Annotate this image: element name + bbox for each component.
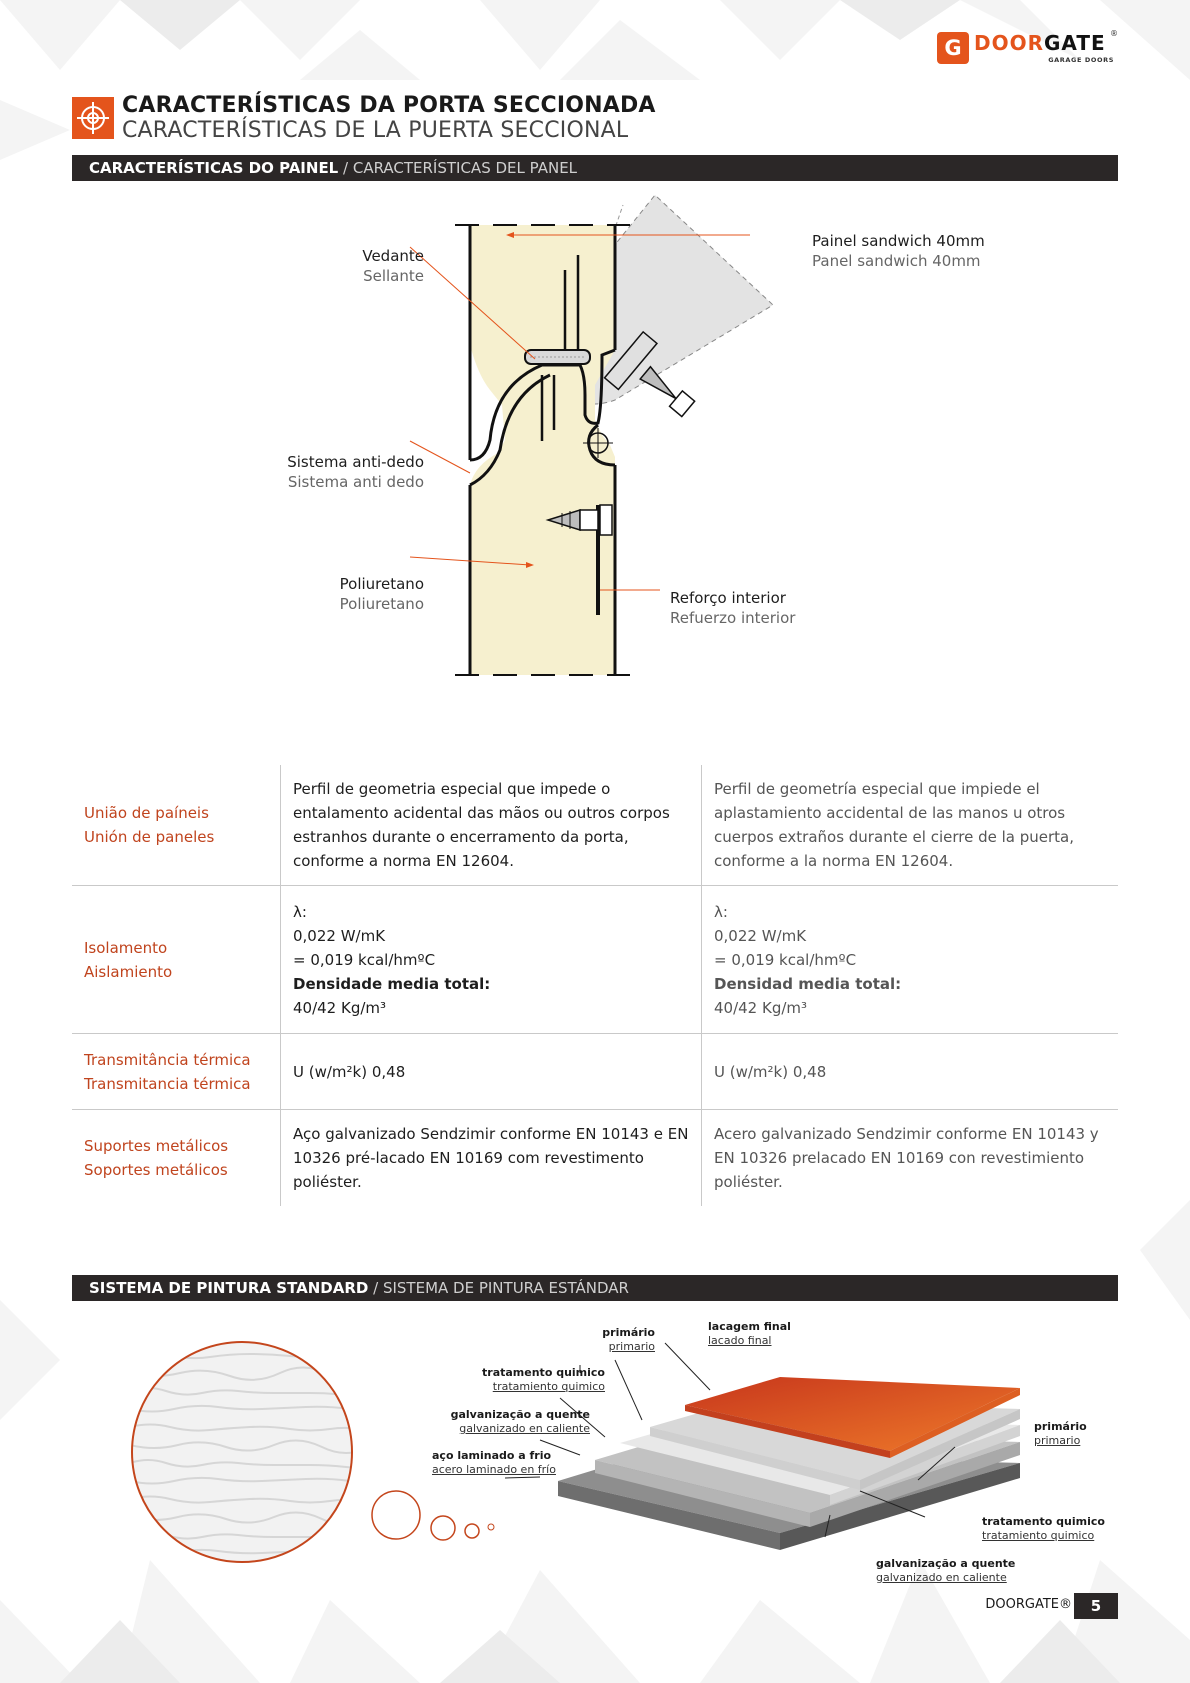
page-title: CARACTERÍSTICAS DA PORTA SECCIONADA — [122, 93, 656, 118]
cell-pt: Perfil de geometria especial que impede o entalamento acidental das mãos ou outros corpos estranhos durante o encerramento da porta, conforme a norma EN 12604. — [281, 765, 702, 886]
cell-es: Perfil de geometría especial que impiede el aplastamiento accidental de las manos u otros cuerpos extraños durante el cierre de la puerta, conforme a la norma EN 12604. — [702, 765, 1119, 886]
page-number: 5 — [1074, 1593, 1118, 1619]
cell-pt: U (w/m²k) 0,48 — [281, 1034, 702, 1110]
label-antidedo: Sistema anti-dedo Sistema anti dedo — [287, 453, 424, 491]
logo-registered-mark: ® — [1110, 29, 1118, 38]
section-bar-paint: SISTEMA DE PINTURA STANDARD / SISTEMA DE PINTURA ESTÁNDAR — [72, 1275, 1118, 1301]
logo-badge: G — [937, 32, 969, 64]
spec-table — [72, 765, 1118, 1206]
label-poliuretano: Poliuretano Poliuretano — [339, 575, 424, 613]
target-icon — [72, 97, 114, 139]
cell-es: λ: 0,022 W/mK = 0,019 kcal/hmºC Densidad media total: 40/42 Kg/m³ — [702, 886, 1119, 1034]
row-label: Suportes metálicos Soportes metálicos — [84, 1137, 229, 1179]
logo-wordmark: DOORGATE — [974, 31, 1106, 55]
label-painel: Painel sandwich 40mm Panel sandwich 40mm — [812, 232, 985, 270]
label-vedante: Vedante Sellante — [362, 247, 424, 285]
table-row — [72, 1034, 1118, 1110]
footer-brand: DOORGATE® — [985, 1597, 1072, 1612]
cell-es: Acero galvanizado Sendzimir conforme EN 10143 y EN 10326 prelacado EN 10169 con revestimiento poliéster. — [702, 1110, 1119, 1207]
row-label: Isolamento Aislamiento — [84, 938, 173, 981]
layer-label-primario-top: primário primario — [602, 1326, 655, 1353]
table-row — [72, 1110, 1118, 1207]
layer-label-primario-right: primário primario — [1034, 1420, 1087, 1447]
cell-es: U (w/m²k) 0,48 — [702, 1034, 1119, 1110]
page-subtitle: CARACTERÍSTICAS DE LA PUERTA SECCIONAL — [122, 118, 629, 143]
doorgate-logo — [937, 31, 1118, 66]
cell-pt: λ: 0,022 W/mK = 0,019 kcal/hmºC Densidade media total: 40/42 Kg/m³ — [281, 886, 702, 1034]
layer-label-galv-left: galvanização a quente galvanizado en caliente — [450, 1408, 590, 1435]
table-row — [72, 886, 1118, 1034]
row-label: União de paíneis Unión de paneles — [84, 804, 215, 846]
layer-label-tratamento-right: tratamento quimico tratamiento quimico — [982, 1515, 1105, 1542]
layer-label-tratamento-left: tratamento quimico tratamiento quimico — [482, 1366, 605, 1393]
section-bar-panel: CARACTERÍSTICAS DO PAINEL / CARACTERÍSTICAS DEL PANEL — [72, 155, 1118, 181]
layer-label-lacagem: lacagem final lacado final — [708, 1320, 791, 1347]
page-footer — [978, 1593, 1118, 1619]
label-reforco: Reforço interior Refuerzo interior — [670, 589, 796, 627]
table-row — [72, 765, 1118, 886]
cell-pt: Aço galvanizado Sendzimir conforme EN 10143 e EN 10326 pré-lacado EN 10169 com revestimento poliéster. — [281, 1110, 702, 1207]
layer-label-aco: aço laminado a frio acero laminado en frío — [432, 1449, 556, 1476]
row-label: Transmitância térmica Transmitancia térmica — [84, 1050, 251, 1093]
logo-tagline: GARAGE DOORS — [1048, 56, 1114, 64]
layer-label-galv-bottom: galvanização a quente galvanizado en caliente — [876, 1557, 1016, 1584]
